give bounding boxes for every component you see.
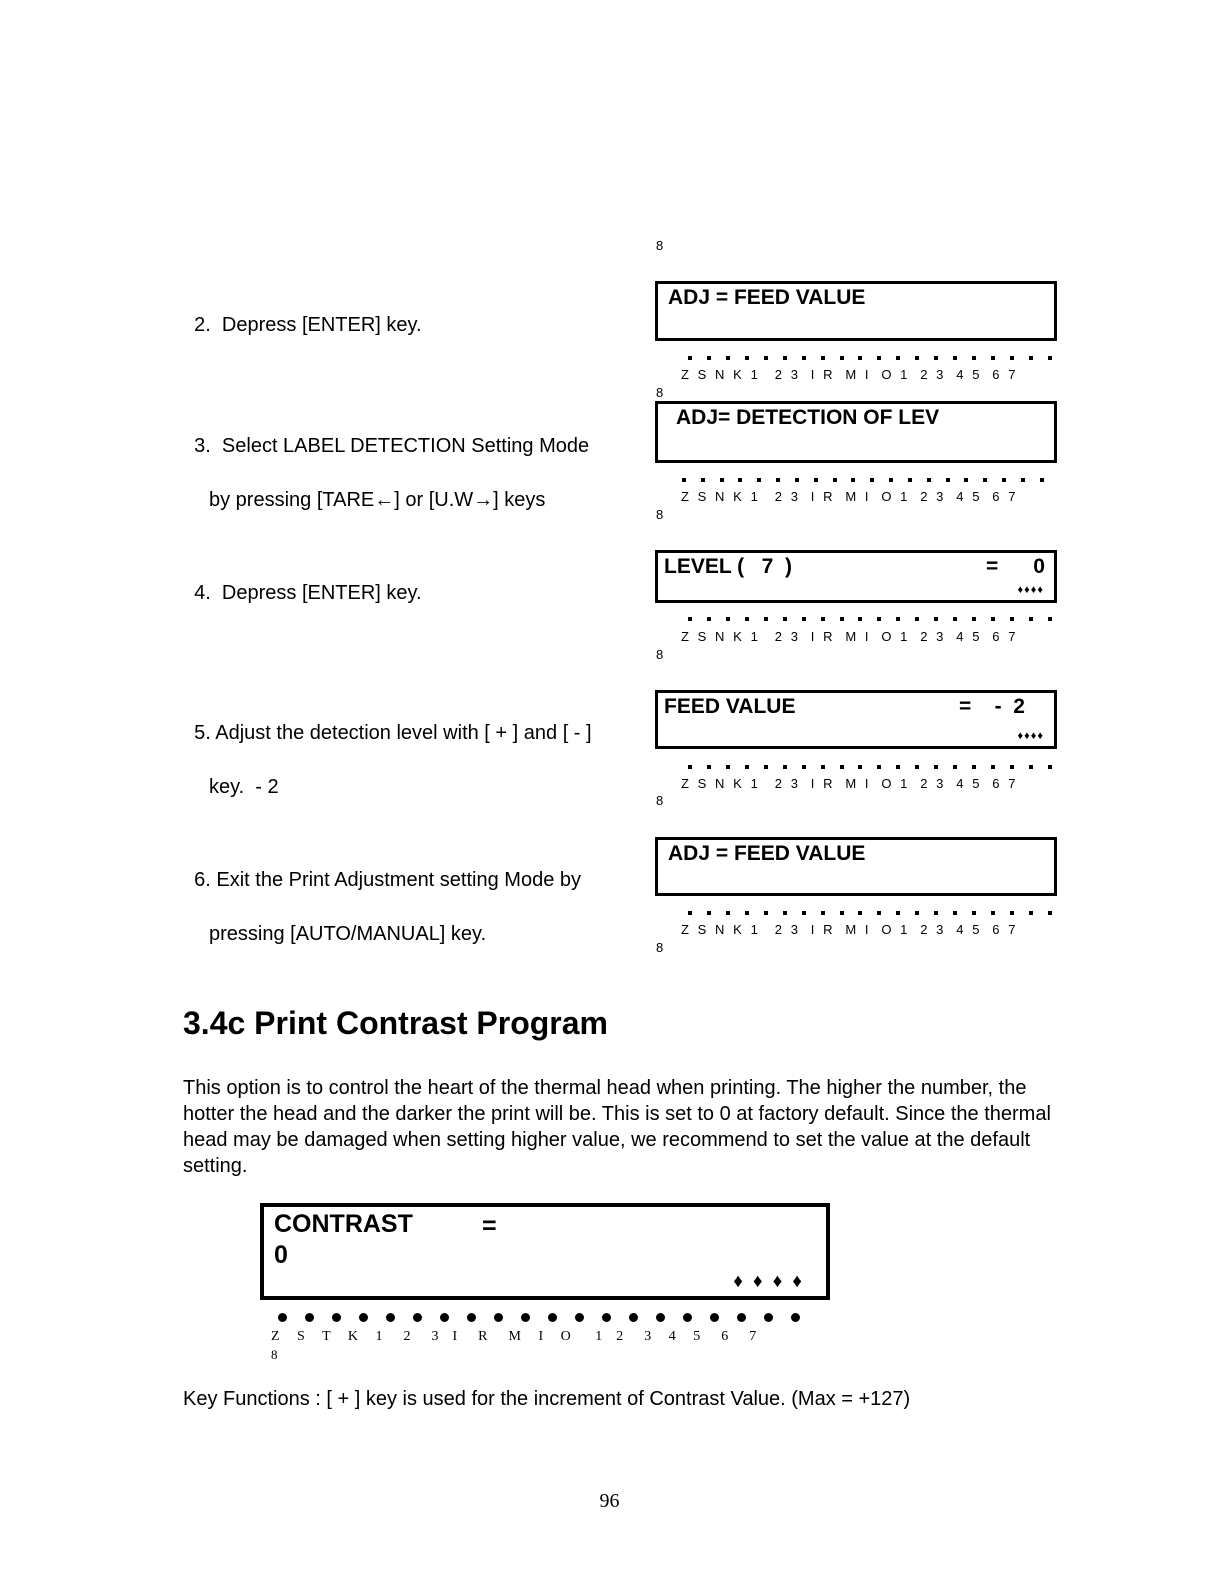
key-legend: Z S N K 1 2 3 I R M I O 1 2 3 4 5 6 7: [681, 367, 1016, 382]
indicator-label: 8: [656, 507, 664, 522]
step-text: 6. Exit the Print Adjustment setting Mode by: [194, 869, 581, 891]
key-legend: Z S N K 1 2 3 I R M I O 1 2 3 4 5 6 7: [681, 922, 1016, 937]
indicator-label: 8: [271, 1347, 278, 1362]
section-paragraph: This option is to control the heart of the thermal head when printing. The higher the number, the hotter the head and the darker the print will be. This is set to 0 at factory default. Since the thermal head may be damaged when setting higher value, we recommend to set the value at the default setting.: [183, 1077, 1051, 1177]
lcd-text: FEED VALUE: [664, 695, 796, 718]
section-heading: 3.4c Print Contrast Program: [183, 1005, 608, 1041]
indicator-label: 8: [656, 238, 664, 253]
indicator-label: 8: [656, 793, 664, 808]
key-legend: Z S N K 1 2 3 I R M I O 1 2 3 4 5 6 7: [681, 776, 1016, 791]
step-3: [183, 406, 589, 541]
key-legend: Z S N K 1 2 3 I R M I O 1 2 3 4 5 6 7: [681, 629, 1016, 644]
indicator-label: 8: [656, 647, 664, 662]
contrast-lcd-display: [260, 1203, 830, 1300]
step-text: 4. Depress [ENTER] key.: [194, 582, 422, 604]
lcd-text: CONTRAST: [274, 1210, 413, 1238]
key-legend: Z S N K 1 2 3 I R M I O 1 2 3 4 5 6 7: [681, 489, 1016, 504]
indicator-dots: [682, 478, 1044, 484]
lcd-display-1: [655, 281, 1057, 341]
indicator-dots: [688, 765, 1052, 771]
step-text: 2. Depress [ENTER] key.: [194, 314, 422, 336]
step-text-line2: by pressing [TARE←] or [U.W→] keys: [209, 489, 546, 511]
indicator-dots: [688, 911, 1052, 917]
indicator-dots: [688, 356, 1052, 362]
lcd-display-3: [655, 550, 1057, 603]
indicator-label: 8: [656, 385, 664, 400]
step-text-line2: key. - 2: [209, 776, 279, 798]
diamond-indicators: ♦♦♦♦: [1017, 730, 1044, 742]
step-4: [183, 553, 422, 607]
lcd-value: = 0: [986, 555, 1045, 578]
lcd-value: = - 2: [959, 695, 1025, 718]
key-functions-text: Key Functions : [ + ] key is used for the increment of Contrast Value. (Max = +127): [183, 1388, 911, 1410]
key-legend: Z S T K 1 2 3 I R M I O 1 2 3 4 5 6 7: [271, 1329, 757, 1344]
step-2: [183, 285, 422, 339]
lcd-text: LEVEL ( 7 ): [664, 555, 792, 578]
lcd-text: ADJ = FEED VALUE: [668, 286, 866, 309]
indicator-dots: [278, 1313, 800, 1323]
lcd-value: 0: [274, 1241, 288, 1269]
lcd-display-2: [655, 401, 1057, 463]
step-text-line2: pressing [AUTO/MANUAL] key.: [209, 923, 487, 945]
indicator-dots: [688, 617, 1052, 623]
indicator-label: 8: [656, 940, 664, 955]
lcd-equals: =: [482, 1212, 497, 1240]
step-5: [183, 693, 592, 828]
page-number: 96: [599, 1490, 620, 1512]
step-text: 3. Select LABEL DETECTION Setting Mode: [194, 435, 590, 457]
lcd-display-5: [655, 837, 1057, 896]
lcd-text: ADJ = FEED VALUE: [668, 842, 866, 865]
step-6: [183, 840, 581, 975]
step-text: 5. Adjust the detection level with [ + ] and [ - ]: [194, 722, 592, 744]
lcd-display-4: [655, 690, 1057, 749]
lcd-text: ADJ= DETECTION OF LEV: [676, 406, 940, 429]
diamond-indicators: ♦♦♦♦: [733, 1271, 812, 1292]
diamond-indicators: ♦♦♦♦: [1017, 584, 1044, 596]
